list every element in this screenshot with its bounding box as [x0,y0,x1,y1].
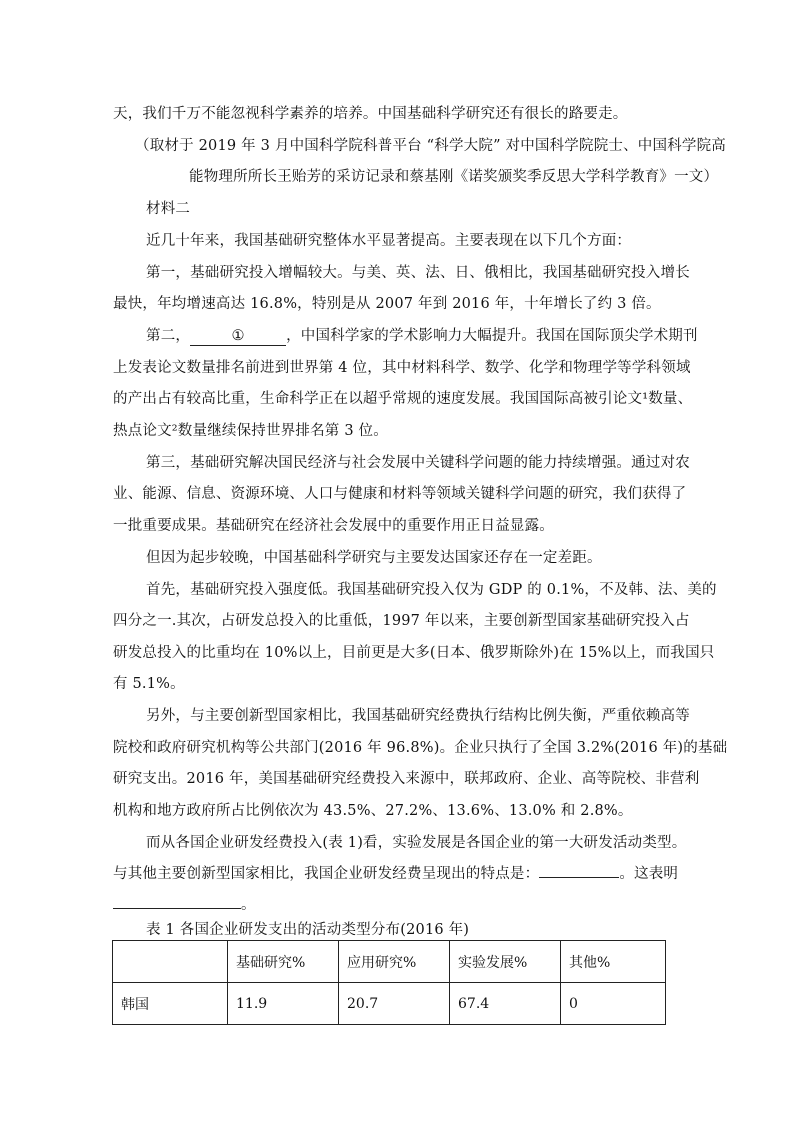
second-point-line-1 [146,326,698,346]
second-point-line-2: 上发表论文数量排名前进到世界第 4 位，其中材料科学、数学、化学和物理学等学科领域 [113,360,691,376]
table-lead-end: 。 [241,897,256,913]
row-value-cell: 0 [561,983,666,1025]
also-line-4: 机构和地方政府所占比例依次为 43.5%、27.2%、13.6%、13.0% 和 2.8%。 [113,803,633,819]
third-point-line-3: 一批重要成果。基础研究在经济社会发展中的重要作用正日益显露。 [113,518,554,534]
source-citation-line-1: （取材于 2019 年 3 月中国科学院科普平台 “科学大院” 对中国科学院院士、中国科学院高 [135,138,727,154]
first-point-line-2: 最快，年均增速高达 16.8%，特别是从 2007 年到 2016 年，十年增长了约 3 倍。 [113,296,661,312]
header-cell: 应用研究% [339,941,450,983]
row-value-cell: 11.9 [228,983,339,1025]
data-table [112,940,666,1025]
second-point-line-4: 热点论文²数量继续保持世界排名第 3 位。 [113,423,388,439]
first-point-line-1: 第一，基础研究投入增幅较大。与美、英、法、日、俄相比，我国基础研究投入增长 [146,265,690,281]
firstly-line-1: 首先，基础研究投入强度低。我国基础研究投入仅为 GDP 的 0.1%，不及韩、法、美的 [146,582,717,598]
table-lead-line-1: 而从各国企业研发经费投入(表 1)看，实验发展是各国企业的第一大研发活动类型。 [146,835,687,851]
answer-blank-2[interactable] [539,877,619,878]
header-cell [113,941,228,983]
table-lead-line-3 [113,895,256,915]
table-lead-suffix: 。这表明 [619,866,679,882]
header-cell: 实验发展% [450,941,561,983]
answer-blank-1[interactable]: ① [190,327,286,346]
section-heading: 材料二 [146,201,191,217]
also-line-3: 研究支出。2016 年，美国基础研究经费投入来源中，联邦政府、企业、高等院校、非营利 [113,771,700,787]
third-point-line-2: 业、能源、信息、资源环境、人口与健康和材料等领域关键科学问题的研究，我们获得了 [113,486,687,502]
also-line-1: 另外，与主要创新型国家相比，我国基础研究经费执行结构比例失衡，严重依赖高等 [146,708,690,724]
third-point-line-1: 第三，基础研究解决国民经济与社会发展中关键科学问题的能力持续增强。通过对农 [146,455,690,471]
firstly-line-4: 有 5.1%。 [113,676,185,692]
second-point-line-3: 的产出占有较高比重，生命科学正在以超乎常规的速度发展。我国国际高被引论文¹数量、 [113,391,693,407]
row-value-cell: 67.4 [450,983,561,1025]
intro-paragraph: 近几十年来，我国基础研究整体水平显著提高。主要表现在以下几个方面： [146,233,632,249]
second-point-rest: ，中国科学家的学术影响力大幅提升。我国在国际顶尖学术期刊 [286,328,698,344]
table-caption: 表 1 各国企业研发支出的活动类型分布(2016 年) [146,922,470,938]
also-line-2: 院校和政府研究机构等公共部门(2016 年 96.8%)。企业只执行了全国 3.2%(2016 年)的基础 [113,740,728,756]
firstly-line-2: 四分之一.其次，占研发总投入的比重低，1997 年以来，主要创新型国家基础研究投入占 [113,613,690,629]
table-lead-text: 与其他主要创新型国家相比，我国企业研发经费呈现出的特点是： [113,866,540,882]
second-point-prefix: 第二， [146,328,191,344]
row-country-cell: 韩国 [113,983,228,1025]
header-cell: 其他% [561,941,666,983]
answer-blank-3[interactable] [113,908,241,909]
table-lead-line-2 [113,864,678,884]
gap-paragraph: 但因为起步较晚，中国基础科学研究与主要发达国家还存在一定差距。 [146,550,602,566]
row-value-cell: 20.7 [339,983,450,1025]
table-header-row [113,941,666,983]
source-citation-line-2: 能物理所所长王贻芳的采访记录和蔡基刚《诺奖颁奖季反思大学科学教育》一文） [189,169,719,185]
table-row [113,983,666,1025]
header-cell: 基础研究% [228,941,339,983]
firstly-line-3: 研发总投入的比重均在 10%以上，目前更是大多(日本、俄罗斯除外)在 15%以上，而我国只 [113,645,715,661]
paragraph-end: 天，我们千万不能忽视科学素养的培养。中国基础科学研究还有很长的路要走。 [113,106,628,122]
